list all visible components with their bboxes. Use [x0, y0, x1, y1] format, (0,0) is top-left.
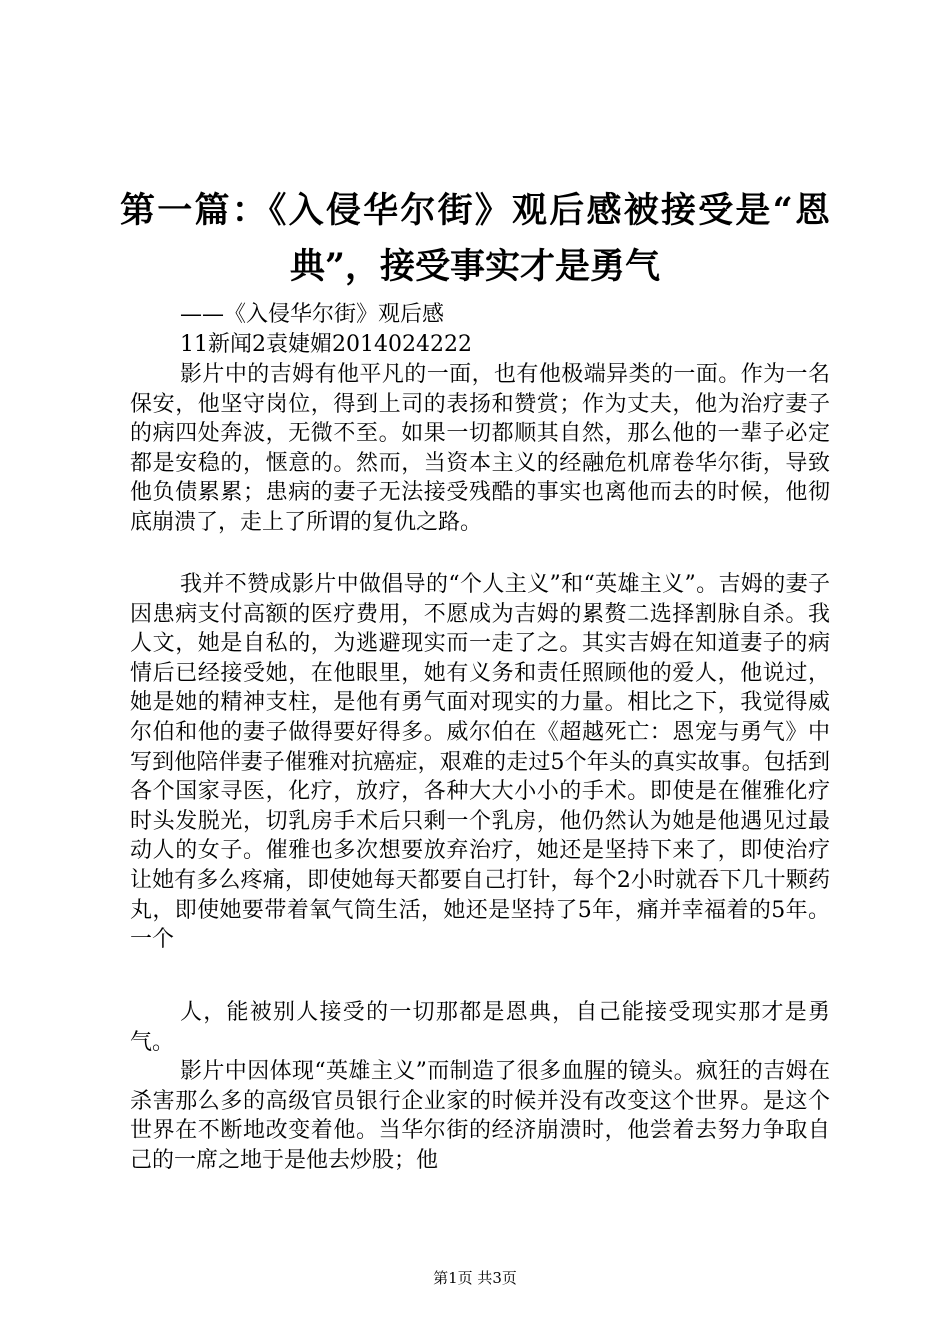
paragraph-4: 影片中因体现“英雄主义”而制造了很多血腥的镜头。疯狂的吉姆在杀害那么多的高级官员银行企业家的时候并没有改变这个世界。是这个世界在不断地改变着他。当华尔街的经济崩溃时，他尝着去努力争取自己的一席之地于是他去炒股；他	[130, 1059, 830, 1173]
page-footer: 第1页 共3页	[433, 1269, 517, 1287]
document-subtitle: ——《入侵华尔街》观后感	[180, 302, 445, 327]
paragraph-1: 影片中的吉姆有他平凡的一面，也有他极端异类的一面。作为一名保安，他坚守岗位，得到上司的表扬和赞赏；作为丈夫，他为治疗妻子的病四处奔波，无微不至。如果一切都顺其自然，那么他的一辈子必定都是安稳的，惬意的。然而，当资本主义的经融危机席卷华尔街，导致他负债累累；患病的妻子无法接受残酷的事实也离他而去的时候，他彻底崩溃了，走上了所谓的复仇之路。	[130, 362, 830, 535]
document-title-line-1: 第一篇：《入侵华尔街》观后感被接受是“恩	[120, 190, 830, 231]
paragraph-3: 人，能被别人接受的一切那都是恩典，自己能接受现实那才是勇气。	[130, 1000, 830, 1055]
paragraph-2: 我并不赞成影片中做倡导的“个人主义”和“英雄主义”。吉姆的妻子因患病支付高额的医疗费用，不愿成为吉姆的累赘二选择割脉自杀。我人文，她是自私的，为逃避现实而一走了之。其实吉姆在知道妻子的病情后已经接受她，在他眼里，她有义务和责任照顾他的爱人，他说过，她是她的精神支柱，是他有勇气面对现实的力量。相比之下，我觉得威尔伯和他的妻子做得要好得多。威尔伯在《超越死亡：恩宠与勇气》中写到他陪伴妻子催雅对抗癌症，艰难的走过5个年头的真实故事。包括到各个国家寻医，化疗，放疗，各种大大小小的手术。即使是在催雅化疗时头发脱光，切乳房手术后只剩一个乳房，他仍然认为她是他遇见过最动人的女子。催雅也多次想要放弃治疗，她还是坚持下来了，即使治疗让她有多么疼痛，即使她每天都要自己打针，每个2小时就吞下几十颗药丸，即使她要带着氧气筒生活，她还是坚持了5年，痛并幸福着的5年。一个	[130, 572, 830, 953]
document-title-line-2: 典”，接受事实才是勇气	[289, 246, 661, 287]
author-line: 11新闻2袁婕媚2014024222	[180, 332, 472, 357]
